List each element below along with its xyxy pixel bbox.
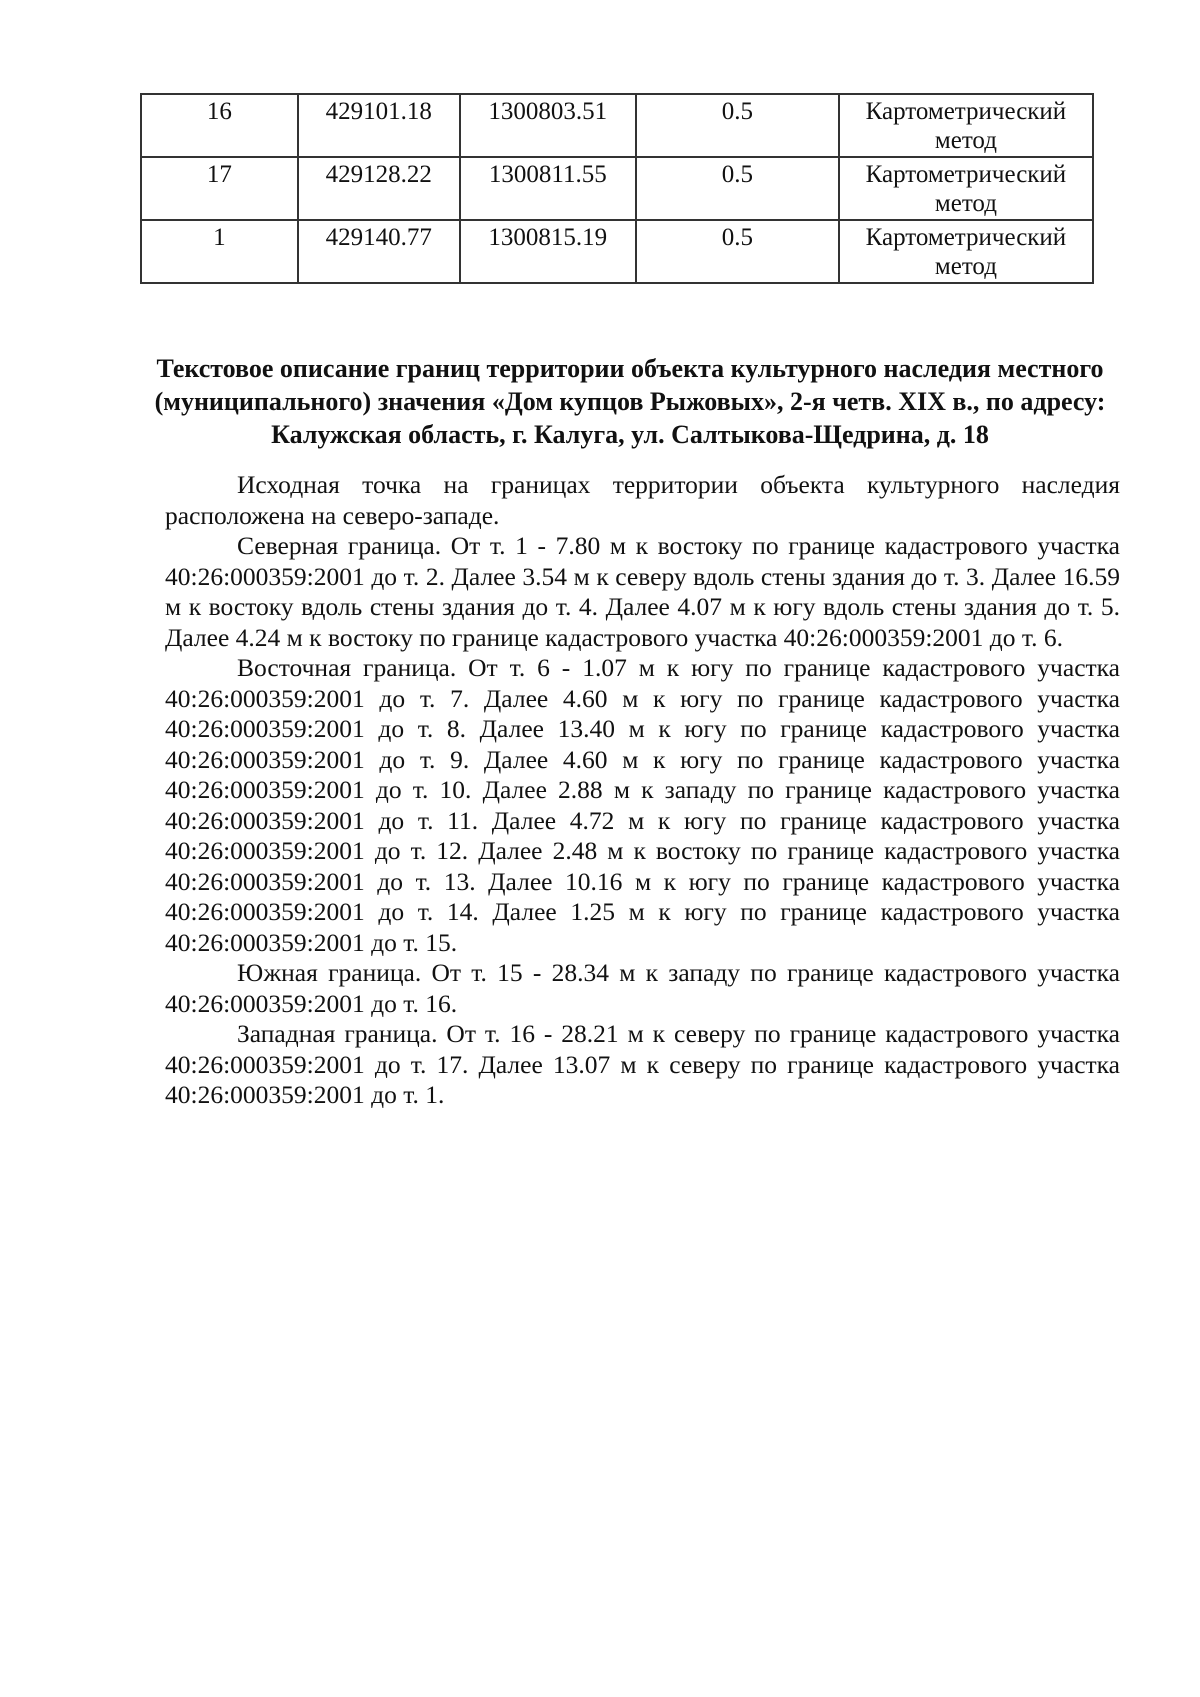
method-cell: Картометрический метод	[839, 157, 1093, 220]
x-coordinate-cell: 429128.22	[298, 157, 460, 220]
x-coordinate-cell: 429140.77	[298, 220, 460, 283]
boundary-description	[165, 470, 1120, 1111]
table-row	[141, 94, 1093, 157]
y-coordinate-cell: 1300811.55	[460, 157, 636, 220]
x-coordinate-cell: 429101.18	[298, 94, 460, 157]
point-number-cell: 17	[141, 157, 298, 220]
y-coordinate-cell: 1300803.51	[460, 94, 636, 157]
paragraph-north-boundary: Северная граница. От т. 1 - 7.80 м к востоку по границе кадастрового участка 40:26:000359:2001 до т. 2. Далее 3.54 м к северу вдоль стены здания до т. 3. Далее 16.59 м к востоку вдоль стены здания до т. 4. Далее 4.07 м к югу вдоль стены здания до т. 5. Далее 4.24 м к востоку по границе кадастрового участка 40:26:000359:2001 до т. 6.	[165, 531, 1120, 652]
accuracy-cell: 0.5	[636, 157, 839, 220]
table-row	[141, 157, 1093, 220]
coordinates-table	[140, 93, 1094, 284]
point-number-cell: 1	[141, 220, 298, 283]
paragraph-east-boundary: Восточная граница. От т. 6 - 1.07 м к югу по границе кадастрового участка 40:26:000359:2001 до т. 7. Далее 4.60 м к югу по границе кадастрового участка 40:26:000359:2001 до т. 8. Далее 13.40 м к югу по границе кадастрового участка 40:26:000359:2001 до т. 9. Далее 4.60 м к югу по границе кадастрового участка 40:26:000359:2001 до т. 10. Далее 2.88 м к западу по границе кадастрового участка 40:26:000359:2001 до т. 11. Далее 4.72 м к югу по границе кадастрового участка 40:26:000359:2001 до т. 12. Далее 2.48 м к востоку по границе кадастрового участка 40:26:000359:2001 до т. 13. Далее 10.16 м к югу по границе кадастрового участка 40:26:000359:2001 до т. 14. Далее 1.25 м к югу по границе кадастрового участка 40:26:000359:2001 до т. 15.	[165, 653, 1120, 957]
method-cell: Картометрический метод	[839, 220, 1093, 283]
table-row	[141, 220, 1093, 283]
section-heading: Текстовое описание границ территории объекта культурного наследия местного (муниципального) значения «Дом купцов Рыжовых», 2-я четв. XIX в., по адресу: Калужская область, г. Калуга, ул. Салтыкова-Щедрина, д. 18	[154, 354, 1106, 449]
paragraph-west-boundary: Западная граница. От т. 16 - 28.21 м к северу по границе кадастрового участка 40:26:000359:2001 до т. 17. Далее 13.07 м к северу по границе кадастрового участка 40:26:000359:2001 до т. 1.	[165, 1019, 1120, 1109]
paragraph-starting-point: Исходная точка на границах территории объекта культурного наследия расположена на северо-западе.	[165, 470, 1120, 530]
accuracy-cell: 0.5	[636, 94, 839, 157]
y-coordinate-cell: 1300815.19	[460, 220, 636, 283]
method-cell: Картометрический метод	[839, 94, 1093, 157]
accuracy-cell: 0.5	[636, 220, 839, 283]
paragraph-south-boundary: Южная граница. От т. 15 - 28.34 м к западу по границе кадастрового участка 40:26:000359:2001 до т. 16.	[165, 958, 1120, 1018]
point-number-cell: 16	[141, 94, 298, 157]
